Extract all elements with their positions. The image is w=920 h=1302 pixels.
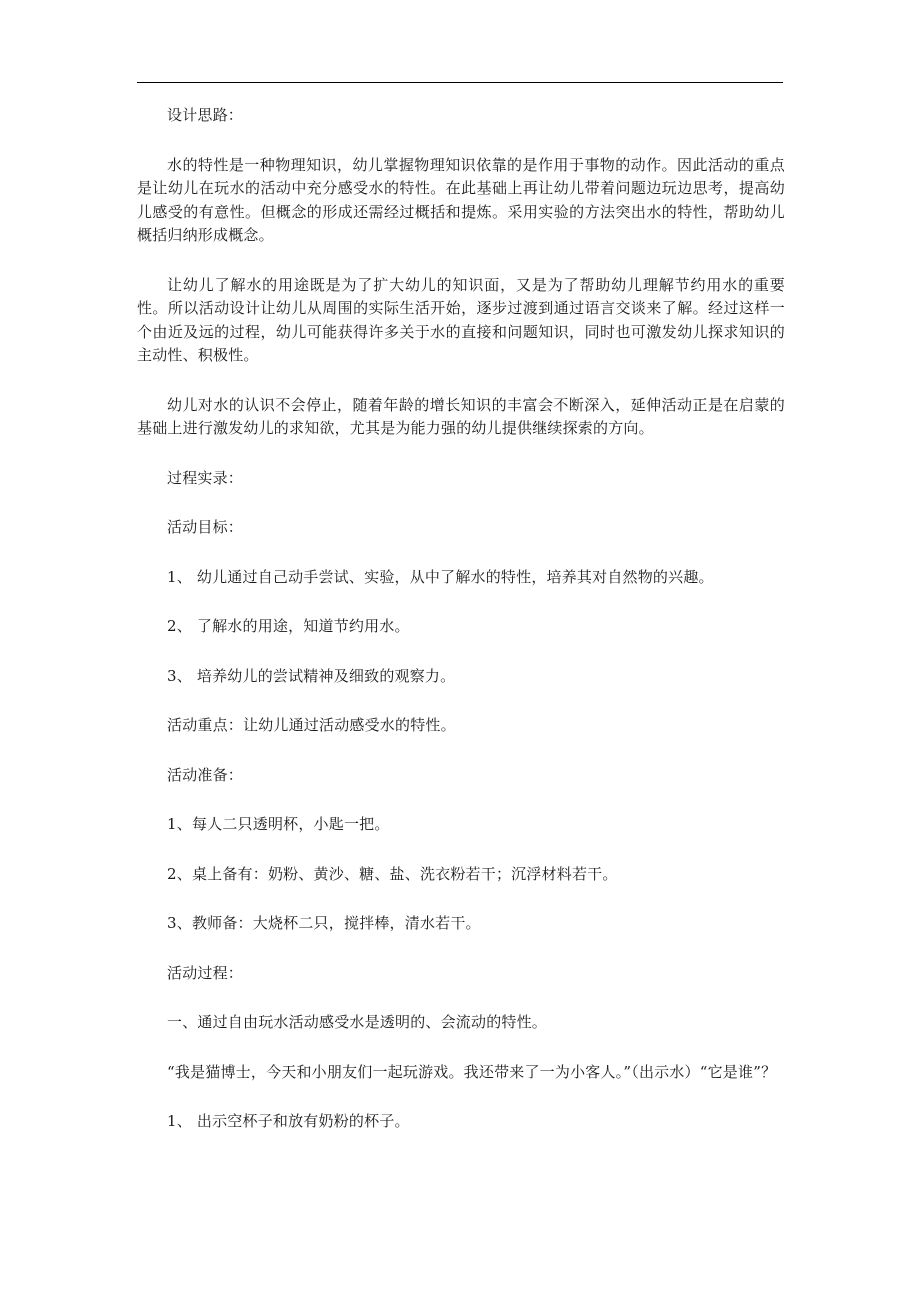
prep-item-1: 1、每人二只透明杯，小匙一把。 [167, 815, 390, 833]
header-rule [137, 82, 783, 83]
prep-item-2: 2、桌上备有：奶粉、黄沙、糖、盐、洗衣粉若干；沉浮材料若干。 [167, 864, 618, 883]
steps-heading: 活动过程： [167, 963, 244, 982]
step-1-item-1: 1、 出示空杯子和放有奶粉的杯子。 [167, 1112, 410, 1130]
goal-item-1: 1、 幼儿通过自己动手尝试、实验，从中了解水的特性，培养其对自然物的兴趣。 [167, 567, 714, 586]
quote-paragraph: “我是猫博士，今天和小朋友们一起玩游戏。我还带来了一为小客人。”（出示水）“它是谁”？ [167, 1062, 777, 1081]
goals-heading: 活动目标： [167, 518, 244, 536]
process-heading: 过程实录： [167, 468, 244, 487]
goal-item-3: 3、 培养幼儿的尝试精神及细致的观察力。 [167, 666, 456, 685]
prep-heading: 活动准备： [167, 765, 244, 784]
design-paragraph-3: 幼儿对水的认识不会停止，随着年龄的增长知识的丰富会不断深入，延伸活动正是在启蒙的基础上进行激发幼儿的求知欲，尤其是为能力强的幼儿提供继续探索的方向。 [137, 395, 785, 437]
design-paragraph-1: 水的特性是一种物理知识，幼儿掌握物理知识依靠的是作用于事物的动作。因此活动的重点是让幼儿在玩水的活动中充分感受水的特性。在此基础上再让幼儿带着问题边玩边思考，提高幼儿感受的有意性。但概念的形成还需经过概括和提炼。采用实验的方法突出水的特性，帮助幼儿概括归纳形成概念。 [137, 155, 785, 244]
design-paragraph-2: 让幼儿了解水的用途既是为了扩大幼儿的知识面，又是为了帮助幼儿理解节约用水的重要性。所以活动设计让幼儿从周围的实际生活开始，逐步过渡到通过语言交谈来了解。经过这样一个由近及远的过程，幼儿可能获得许多关于水的直接和问题知识，同时也可激发幼儿探求知识的主动性、积极性。 [137, 275, 785, 364]
step-1: 一、通过自由玩水活动感受水是透明的、会流动的特性。 [167, 1013, 548, 1031]
goal-item-2: 2、 了解水的用途，知道节约用水。 [167, 617, 410, 635]
design-heading: 设计思路： [167, 106, 244, 124]
document-body [137, 104, 785, 1134]
focus-line: 活动重点：让幼儿通过活动感受水的特性。 [167, 716, 456, 734]
prep-item-3: 3、教师备：大烧杯二只，搅拌棒，清水若干。 [167, 914, 481, 932]
